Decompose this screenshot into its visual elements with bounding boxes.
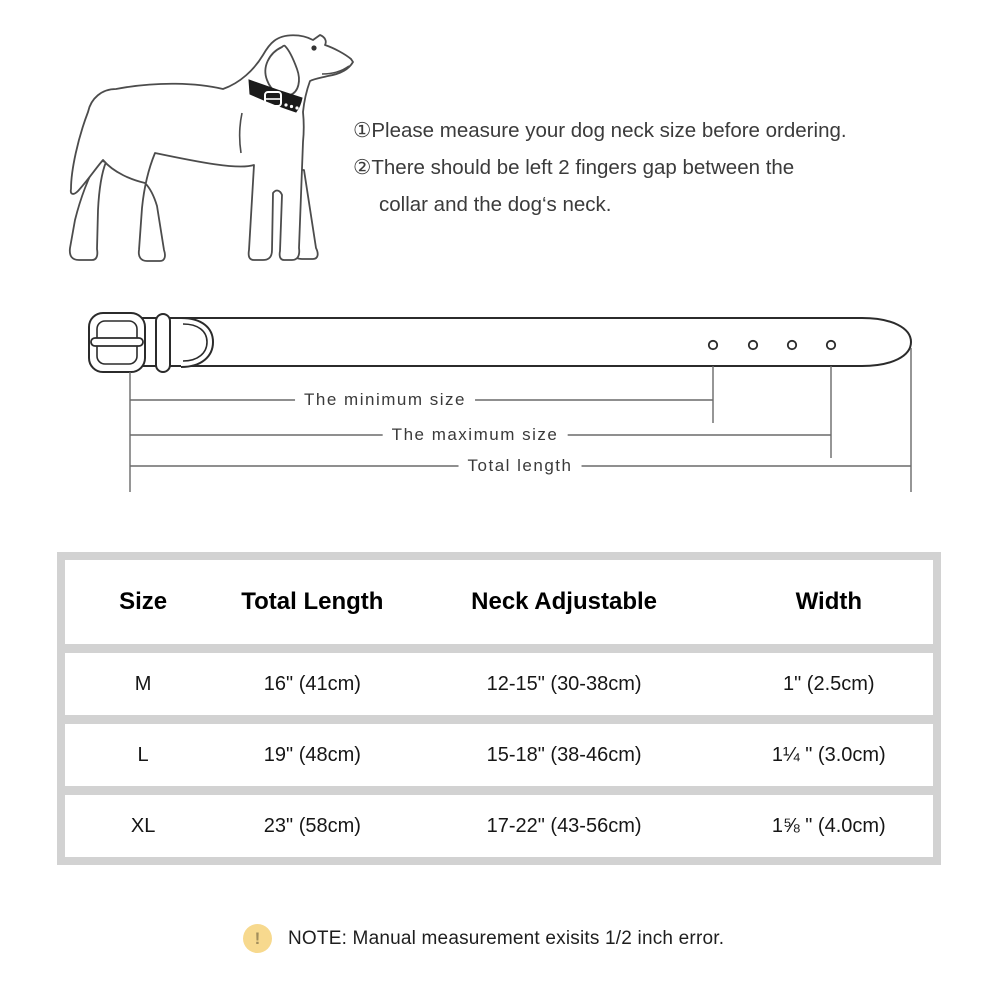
cell-size: XL [130,814,156,837]
label-maximum-size: The maximum size [383,425,568,445]
exclamation-icon: ! [243,924,272,953]
header-total-length: Total Length [241,588,384,615]
instruction-2: ②There should be left 2 fingers gap between the [353,156,795,179]
size-table-header [65,560,933,644]
cell-total-length: 19" (48cm) [263,743,361,766]
cell-total-length: 23" (58cm) [263,814,361,837]
buckle-prong [91,338,143,346]
cell-total-length: 16" (41cm) [263,672,361,695]
cell-width: 1⅝ " (4.0cm) [771,814,886,837]
instruction-2-continued: collar and the dog‘s neck. [379,193,612,216]
cell-neck-adjustable: 12-15" (30-38cm) [486,672,642,695]
dog-illustration [58,10,358,278]
header-size: Size [119,588,168,615]
label-minimum-size: The minimum size [295,390,475,410]
instruction-1: ①Please measure your dog neck size before ordering. [353,119,847,142]
table-row [65,724,933,786]
strap-keeper [156,314,170,372]
table-row [65,795,933,857]
label-total-length: Total length [459,456,582,476]
cell-width: 1" (2.5cm) [783,672,875,695]
table-row [65,653,933,715]
cell-neck-adjustable: 15-18" (38-46cm) [486,743,642,766]
header-width: Width [795,588,863,615]
cell-size: L [137,743,149,766]
cell-neck-adjustable: 17-22" (43-56cm) [486,814,642,837]
cell-size: M [134,672,152,695]
cell-width: 1¼ " (3.0cm) [771,743,886,766]
note-row [243,924,724,953]
instruction-list [353,112,847,223]
header-neck-adjustable: Neck Adjustable [471,588,657,615]
note-text: NOTE: Manual measurement exisits 1/2 inch error. [288,927,725,949]
dog-eye [311,45,316,50]
size-table [57,552,941,865]
